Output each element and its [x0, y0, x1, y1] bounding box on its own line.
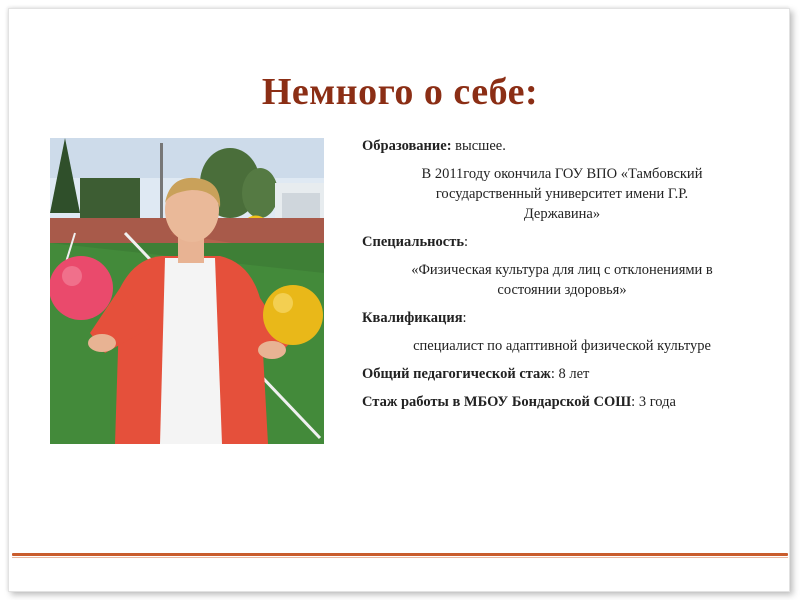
- footer-rule-shadow: [12, 557, 788, 558]
- profile-photo: [50, 138, 324, 444]
- school-experience-row: [362, 392, 762, 412]
- qualification-colon: :: [462, 310, 467, 326]
- specialty-colon: :: [463, 234, 469, 250]
- slide-title: Немного о себе:: [261, 71, 539, 113]
- specialty-label: Специальность: [362, 234, 464, 250]
- qualification-value: специалист по адаптивной физической культуре: [413, 338, 711, 354]
- education-value: высшее.: [451, 138, 506, 154]
- education-label: Образование:: [362, 138, 452, 154]
- specialty-value: [362, 260, 762, 300]
- qualification-row: [362, 308, 762, 328]
- bio-content: [362, 136, 762, 420]
- education-row: [362, 136, 762, 156]
- specialty-row: [362, 232, 762, 252]
- experience-row: [362, 364, 762, 384]
- specialty-value-line-1: «Физическая культура для лиц с отклонениями в: [411, 262, 713, 278]
- experience-value: : 8 лет: [550, 366, 590, 382]
- school-experience-value: : 3 года: [631, 394, 676, 410]
- specialty-value-line-2: состоянии здоровья»: [497, 282, 627, 298]
- footer-rule: [12, 553, 788, 556]
- education-detail-line-1: В 2011году окончила ГОУ ВПО «Тамбовский: [421, 166, 703, 182]
- experience-label: Общий педагогической стаж: [362, 366, 551, 382]
- school-experience-label: Стаж работы в МБОУ Бондарской СОШ: [362, 394, 632, 410]
- qualification-label: Квалификация: [362, 310, 463, 326]
- education-detail-line-3: Державина»: [523, 206, 601, 222]
- education-detail-line-2: государственный университет имени Г.Р.: [435, 186, 689, 202]
- education-detail: [362, 164, 762, 224]
